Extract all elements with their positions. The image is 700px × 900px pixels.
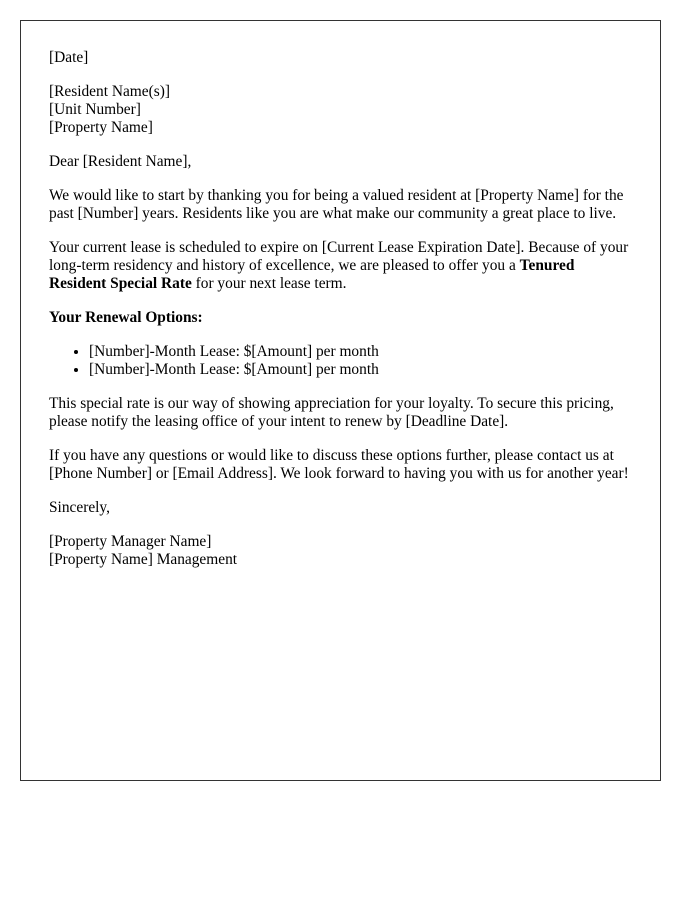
closing: Sincerely, bbox=[49, 499, 110, 516]
recipient-unit: [Unit Number] bbox=[49, 101, 141, 118]
options-list bbox=[49, 343, 632, 379]
salutation: Dear [Resident Name], bbox=[49, 153, 192, 170]
paragraph-thanks: We would like to start by thanking you for being a valued resident at [Property Name] for the past [Number] years. Residents like you are what make our community a great place to live. bbox=[49, 187, 624, 222]
signature-org: [Property Name] Management bbox=[49, 551, 238, 568]
offer-rate-name: Tenured Resident Special Rate bbox=[49, 257, 575, 292]
recipient-property: [Property Name] bbox=[49, 119, 153, 136]
paragraph-offer bbox=[49, 239, 632, 293]
paragraph-contact: If you have any questions or would like to discuss these options further, please contact us at [Phone Number] or [Email Address]. We look forward to having you with us for another year! bbox=[49, 447, 629, 482]
date: [Date] bbox=[49, 49, 89, 66]
options-heading bbox=[49, 309, 632, 327]
options-heading-text: Your Renewal Options: bbox=[49, 309, 203, 326]
recipient-name: [Resident Name(s)] bbox=[49, 83, 170, 100]
offer-text-end: for your next lease term. bbox=[191, 275, 347, 292]
recipient-address bbox=[49, 83, 632, 137]
option-item: • [Number]-Month Lease: $[Amount] per month bbox=[89, 343, 632, 361]
signature bbox=[49, 533, 632, 569]
option-item: • [Number]-Month Lease: $[Amount] per month bbox=[89, 361, 632, 379]
paragraph-deadline: This special rate is our way of showing appreciation for your loyalty. To secure this pricing, please notify the leasing office of your intent to renew by [Deadline Date]. bbox=[49, 395, 614, 430]
signature-name: [Property Manager Name] bbox=[49, 533, 212, 550]
offer-text: Your current lease is scheduled to expire on [Current Lease Expiration Date]. Because of your long-term residency and history of excellence, we are pleased to offer you a bbox=[49, 239, 629, 274]
letter bbox=[20, 20, 661, 781]
